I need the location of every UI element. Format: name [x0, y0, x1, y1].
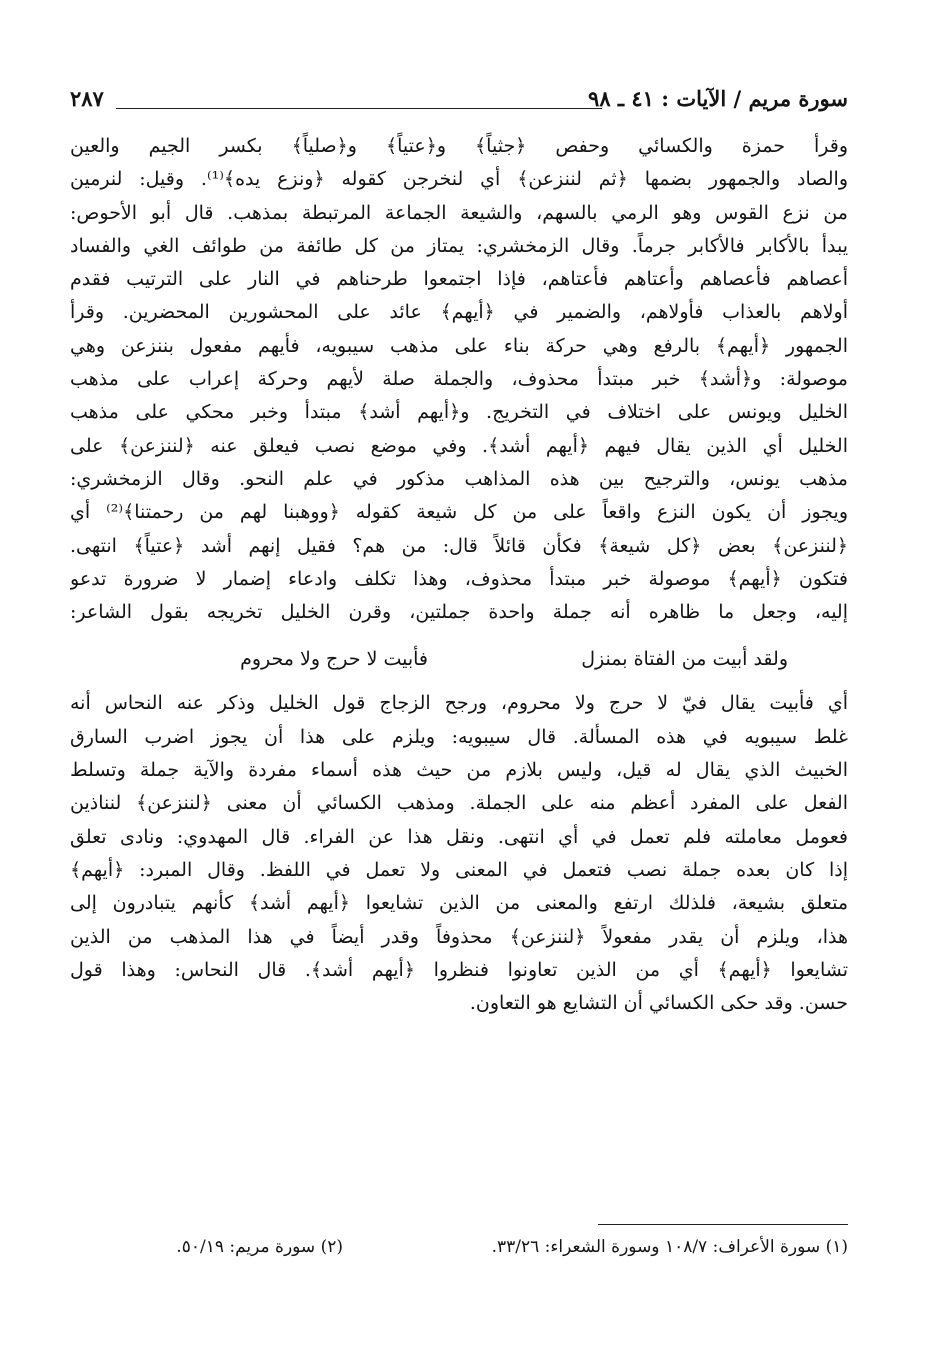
running-header [70, 84, 848, 114]
text-line: أولاهم بالعذاب فأولاهم، والضمير في ﴿أيهم﴾ عائد على المحشورين المحضرين. وقرأ [70, 301, 848, 324]
text-line: من نزع القوس وهو الرمي بالسهم، والشيعة الجماعة المرتبطة بمذهب. قال أبو الأحوص: [70, 201, 848, 224]
footnote-separator [598, 1224, 848, 1225]
text-line: إذا كان بعده جملة نصب فتعمل في المعنى ولا تعمل في اللفظ. وقال المبرد: ﴿أيهم﴾ [70, 858, 848, 881]
text-line: الفعل على المفرد أعظم منه على الجملة. ومذهب الكسائي أن معنى ﴿لننزعن﴾ لنناذين [70, 792, 848, 815]
text-line: هذا، ويلزم أن يقدر مفعولاً ﴿لننزعن﴾ محذوفاً وقدر أيضاً في هذا المذهب من الذين [70, 925, 848, 948]
text-line: والصاد والجمهور بضمها ﴿ثم لننزعن﴾ أي لنخرجن كقوله ﴿ونزع يده﴾⁽¹⁾. وقيل: لنرمين [70, 168, 848, 191]
verse-second-hemistich: فأبيت لا حرج ولا محروم [240, 648, 428, 671]
header-rule [116, 108, 602, 109]
text-line: الخليل ويونس على اختلاف في التخريج. و﴿أيهم أشد﴾ مبتدأ وخبر محكي على مذهب [70, 401, 848, 424]
text-line: إليه، وجعل ما ظاهره أنه جملة واحدة جملتين، وقرن الخليل تخريجه بقول الشاعر: [70, 601, 848, 624]
surah-verse-range: سورة مريم / الآيات : ٤١ ـ ٩٨ [588, 86, 848, 111]
text-line: مذهب يونس، والترجيح بين هذه المذاهب مذكور في علم النحو. وقال الزمخشري: [70, 467, 848, 490]
text-line: يبدأ بالأكابر فالأكابر جرماً. وقال الزمخشري: يمتاز من كل طائفة من طوائف الغي والفساد [70, 234, 848, 257]
text-line: أعصاهم فأعصاهم وأعتاهم فأعتاهم، فإذا اجتمعوا طرحناهم في النار على الترتيب فقدم [70, 268, 848, 291]
text-line: الخليل أي الذين يقال فيهم ﴿أيهم أشد﴾. وفي موضع نصب فيعلق عنه ﴿لننزعن﴾ على [70, 434, 848, 457]
text-line: فعومل معاملته فلم تعمل في أي انتهى. ونقل هذا عن الفراء. قال المهدوي: ونادى تعلق [70, 825, 848, 848]
text-line: الجمهور ﴿أيهم﴾ بالرفع وهي حركة بناء على مذهب سيبويه، فأيهم مفعول بننزعن وهي [70, 334, 848, 357]
text-line: تشايعوا ﴿أيهم﴾ أي من الذين تعاونوا فنظروا ﴿أيهم أشد﴾. قال النحاس: وهذا قول [70, 958, 848, 981]
text-line: ويجوز أن يكون النزع واقعاً على من كل شيعة كقوله ﴿ووهبنا لهم من رحمتنا﴾⁽²⁾ أي [70, 501, 848, 524]
text-line: غلط سيبويه في هذه المسألة. قال سيبويه: ويلزم على هذا أن يجوز اضرب السارق [70, 725, 848, 748]
main-text [70, 130, 848, 1020]
text-line: أي فأبيت يقال فيّ لا حرج ولا محروم، ورجح الزجاج قول الخليل وذكر عنه النحاس أنه [70, 692, 848, 715]
text-line: حسن. وقد حكى الكسائي أن التشايع هو التعاون. [469, 992, 848, 1015]
footnote-2: (٢) سورة مريم: ٥٠/١٩. [176, 1237, 343, 1257]
text-line: الخبيث الذي يقال له قيل، وليس بلازم من حيث هذه أسماء مفردة والآية جملة وتسلط [70, 759, 848, 782]
text-line: متعلق بشيعة، فلذلك ارتفع والمعنى من الذين تشايعوا ﴿أيهم أشد﴾ كأنهم يتبادرون إلى [70, 892, 848, 915]
footnote-1: (١) سورة الأعراف: ١٠٨/٧ وسورة الشعراء: ٣٣/٢٦. [491, 1237, 848, 1257]
poetry-verse [70, 639, 848, 687]
text-line: ﴿لننزعن﴾ بعض ﴿كل شيعة﴾ فكأن قائلاً قال: من هم؟ فقيل إنهم أشد ﴿عتياً﴾ انتهى. [70, 534, 848, 557]
page-number: ٢٨٧ [70, 86, 104, 111]
footnotes [70, 1232, 848, 1262]
text-line: وقرأ حمزة والكسائي وحفص ﴿جثياً﴾ و﴿عتياً﴾ و﴿صلياً﴾ بكسر الجيم والعين [70, 135, 848, 157]
verse-first-hemistich: ولقد أبيت من الفتاة بمنزل [581, 648, 788, 671]
text-line: فتكون ﴿أيهم﴾ موصولة خبر مبتدأ محذوف، وهذا تكلف وادعاء إضمار لا ضرورة تدعو [70, 567, 848, 590]
text-line: موصولة: و﴿أشد﴾ خبر مبتدأ محذوف، والجملة صلة لأيهم وحركة إعراب على مذهب [70, 368, 848, 391]
